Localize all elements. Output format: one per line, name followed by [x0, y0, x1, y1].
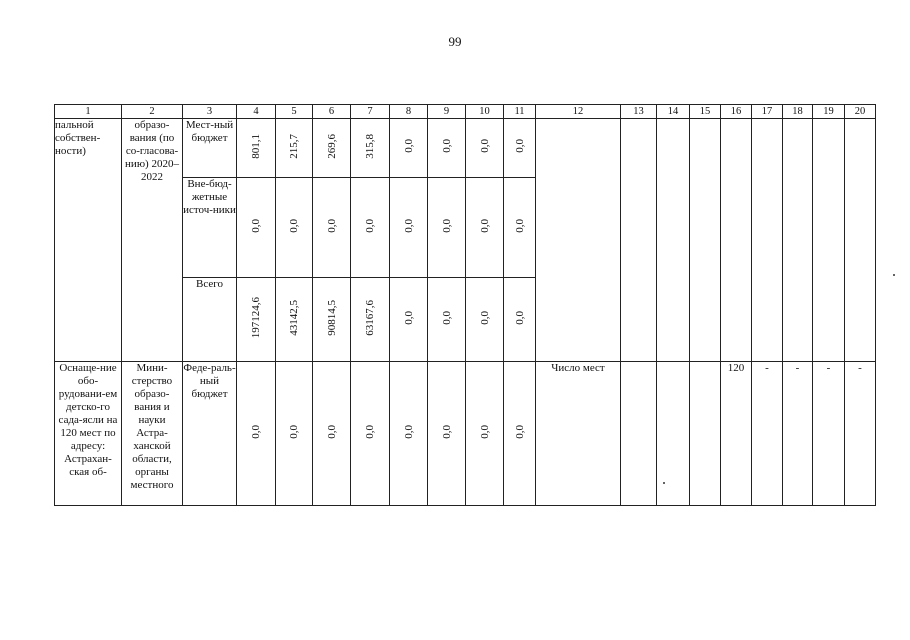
value-cell: 0,0: [402, 310, 415, 325]
value-cell: 0,0: [250, 218, 262, 233]
col-header: 9: [428, 105, 466, 119]
value-cell: 63167,6: [364, 299, 376, 336]
value-cell: 0,0: [513, 139, 526, 153]
col-header: 6: [313, 105, 351, 119]
value-cell: 0,0: [364, 424, 376, 439]
col-header: 14: [657, 105, 690, 119]
value-cell: 0,0: [478, 424, 491, 439]
value-cell: 0,0: [325, 218, 338, 233]
value-cell: 90814,5: [325, 299, 338, 336]
empty-cell: [657, 119, 690, 362]
value-cell: 0,0: [440, 424, 453, 439]
col-header: 1: [55, 105, 122, 119]
value-cell: 0,0: [513, 218, 526, 233]
value-cell: 0,0: [478, 218, 491, 233]
col-header: 17: [752, 105, 783, 119]
col-header: 11: [504, 105, 536, 119]
scan-speck: [893, 274, 895, 276]
value-cell: 0,0: [513, 310, 526, 325]
value-cell: 0,0: [250, 424, 262, 439]
table-row: [55, 362, 876, 506]
executor-cell: образо-вания (по со-гласова-нию) 2020–2022: [122, 119, 183, 362]
value-cell: 215,7: [288, 133, 300, 159]
empty-cell: [657, 362, 690, 506]
value-cell: 0,0: [402, 139, 415, 153]
empty-cell: [690, 362, 721, 506]
value-cell: 197124,6: [250, 296, 262, 339]
value-cell: 0,0: [402, 424, 415, 439]
executor-cell: Мини-стерство образо-вания и науки Астра-ханской области, органы местного: [122, 362, 183, 506]
funding-source-cell: Феде-раль-ный бюджет: [183, 362, 237, 506]
budget-table: [54, 104, 876, 506]
col-header: 13: [621, 105, 657, 119]
empty-cell: [845, 119, 876, 362]
col-header: 10: [466, 105, 504, 119]
empty-cell: [721, 119, 752, 362]
value-cell: 801,1: [250, 133, 262, 159]
value-cell: 0,0: [288, 424, 300, 439]
empty-cell: [783, 119, 813, 362]
indicator-cell: Число мест: [536, 362, 621, 506]
empty-cell: [690, 119, 721, 362]
value-cell: 43142,5: [288, 299, 300, 336]
empty-cell: [621, 119, 657, 362]
col-header: 5: [276, 105, 313, 119]
target-value-cell: -: [752, 362, 783, 506]
value-cell: 0,0: [364, 218, 376, 233]
col-header: 2: [122, 105, 183, 119]
col-header: 3: [183, 105, 237, 119]
col-header: 16: [721, 105, 752, 119]
value-cell: 0,0: [513, 424, 526, 439]
col-header: 12: [536, 105, 621, 119]
empty-cell: [621, 362, 657, 506]
col-header: 20: [845, 105, 876, 119]
target-value-cell: -: [783, 362, 813, 506]
value-cell: 315,8: [364, 133, 376, 159]
value-cell: 269,6: [325, 133, 338, 159]
empty-cell: [813, 119, 845, 362]
empty-cell: [752, 119, 783, 362]
indicator-cell: [536, 119, 621, 362]
scan-speck: [663, 482, 665, 484]
page-number: 99: [448, 34, 462, 49]
value-cell: 0,0: [288, 218, 300, 233]
col-header: 4: [237, 105, 276, 119]
row-title-cell: Оснаще-ние обо-рудовани-ем детско-го сада-ясли на 120 мест по адресу: Астрахан-ская об-: [55, 362, 122, 506]
target-value-cell: -: [813, 362, 845, 506]
funding-source-cell: Всего: [183, 278, 237, 362]
target-value-cell: 120: [721, 362, 752, 506]
value-cell: 0,0: [325, 424, 338, 439]
col-header: 18: [783, 105, 813, 119]
col-header: 15: [690, 105, 721, 119]
value-cell: 0,0: [440, 310, 453, 325]
funding-source-cell: Мест-ный бюджет: [183, 119, 237, 178]
col-header: 7: [351, 105, 390, 119]
value-cell: 0,0: [478, 139, 491, 153]
value-cell: 0,0: [478, 310, 491, 325]
value-cell: 0,0: [440, 139, 453, 153]
funding-source-cell: Вне-бюд-жетные источ-ники: [183, 178, 237, 278]
value-cell: 0,0: [440, 218, 453, 233]
target-value-cell: -: [845, 362, 876, 506]
column-number-row: [55, 105, 876, 119]
row-title-cell: пальной собствен-ности): [55, 119, 122, 362]
value-cell: 0,0: [402, 218, 415, 233]
table-row: [55, 119, 876, 178]
col-header: 19: [813, 105, 845, 119]
col-header: 8: [390, 105, 428, 119]
